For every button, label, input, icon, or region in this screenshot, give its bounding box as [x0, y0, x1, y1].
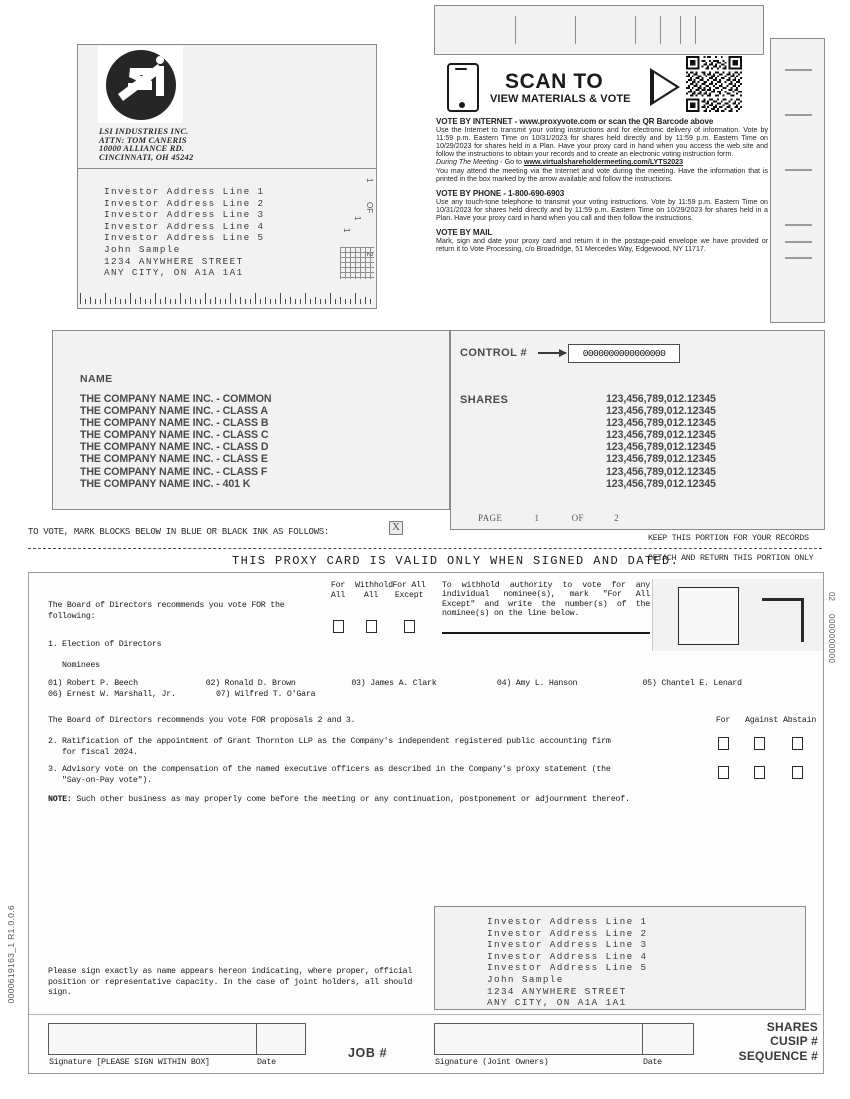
checkbox-withhold-all[interactable] — [366, 620, 377, 633]
sequence-footer-label: SEQUENCE # — [738, 1048, 818, 1063]
address-line: Investor Address Line 1 — [104, 186, 265, 197]
shares-row: 123,456,789,012.12345 — [606, 477, 716, 490]
nominee: 07) Wilfred T. O'Gara — [216, 689, 316, 699]
item-1-number: 1. — [48, 640, 58, 649]
shares-footer-label: SHARES — [766, 1020, 818, 1034]
col-withhold-line2: All — [363, 590, 379, 600]
address-line: Investor Address Line 1 — [487, 916, 648, 927]
checkbox-for-all-except[interactable] — [404, 620, 415, 633]
lsi-logo — [98, 46, 183, 123]
left-edge-job-code: 0000619163_1 R1.0.0.6 — [6, 905, 16, 1004]
qr-code-icon[interactable] — [686, 56, 742, 112]
company-line: ATTN: TOM CANERIS — [99, 134, 187, 145]
corner-square-icon — [678, 587, 739, 645]
address-line: ANY CITY, ON A1A 1A1 — [104, 267, 244, 279]
lsi-monogram-icon — [106, 50, 176, 120]
board-recommendation-1: The Board of Directors recommends you vote FOR the following: — [48, 601, 285, 621]
vote-internet-body: Use the Internet to transmit your voting instructions and for electronic delivery of information. Vote by 11:59 p.m. Eastern Time on 10/31/2023 for shares held directly and by 11:59 p.m. Eastern Time on 10/29/2023 for shares held in a Plan. Have your proxy card in hand when you access the web site and follow the instructions to obtain your records and to create an electronic voting instruction form. — [436, 126, 768, 159]
vote-mail-heading: VOTE BY MAIL — [436, 228, 493, 238]
investor-address-top — [104, 186, 265, 279]
page-marker-one: 1 — [365, 178, 374, 183]
shares-row: 123,456,789,012.12345 — [606, 393, 716, 405]
nominees-label: Nominees — [62, 661, 100, 670]
nominee-row — [48, 690, 788, 701]
header-for: For — [715, 716, 731, 725]
name-rows — [80, 393, 271, 490]
control-number-label: CONTROL # — [460, 347, 527, 359]
signature-label-primary: Signature [PLEASE SIGN WITHIN BOX] — [49, 1058, 210, 1067]
smartphone-icon — [447, 63, 479, 112]
vote-phone-body: Use any touch-tone telephone to transmit your voting instructions. Vote by 11:59 p.m. Eastern Time on 10/31/2023 for shares held directly and by 11:59 p.m. Eastern Time on 10/29/2023 for shares held in a Plan. Have your proxy card in hand when you call and then follow the instructions. — [436, 197, 768, 223]
item-2-row — [48, 737, 618, 758]
mailing-divider — [78, 168, 376, 169]
page-of-vertical-marker — [342, 176, 376, 306]
col-for-all-line1: For — [330, 581, 346, 590]
nominee: 03) James A. Clark — [351, 679, 437, 688]
vote-internet-heading: VOTE BY INTERNET - www.proxyvote.com or scan the QR Barcode above — [436, 117, 714, 126]
nominee: 05) Chantel E. Lenard — [642, 679, 742, 688]
column-for-all-except — [392, 581, 426, 600]
corner-arrow-horizontal-icon — [762, 598, 804, 601]
job-number-label: JOB # — [348, 1046, 388, 1060]
control-number-value: 0000000000000000 — [582, 348, 666, 359]
nominee: 02) Ronald D. Brown — [205, 679, 296, 688]
header-abstain: Abstain — [783, 716, 817, 725]
nominee: 04) Amy L. Hanson — [496, 679, 578, 688]
col-except-line1: For All — [392, 581, 426, 590]
col-except-line2: Except — [394, 590, 424, 600]
withhold-authority-note: To withhold authority to vote for any individual nominee(s), mark "For All Except" and write the number(s) of the nominee(s) on the line below. — [442, 581, 650, 618]
nominee-exception-writeline[interactable] — [442, 632, 650, 634]
detach-portion-note: DETACH AND RETURN THIS PORTION ONLY — [648, 553, 814, 563]
item-2-number: 2. — [48, 737, 58, 746]
note-text: Such other business as may properly come before the meeting or any continuation, postponement or adjournment thereof. — [71, 795, 630, 804]
column-for-all — [325, 581, 351, 600]
arrow-triangle-inner-icon — [654, 73, 676, 101]
shares-rows — [606, 393, 716, 490]
item-3-row — [48, 765, 618, 786]
shares-row: 123,456,789,012.12345 — [606, 429, 716, 442]
right-edge-code-top: 02 — [827, 592, 836, 601]
company-line: 10000 ALLIANCE RD. — [99, 143, 185, 154]
shares-row: 123,456,789,012.12345 — [606, 441, 716, 454]
checkbox-item2-abstain[interactable] — [792, 737, 803, 750]
vertical-barcode-strip — [770, 38, 825, 323]
name-row: THE COMPANY NAME INC. - CLASS E — [80, 453, 268, 466]
address-line: John Sample — [104, 243, 181, 255]
name-row: THE COMPANY NAME INC. - COMMON — [80, 393, 272, 405]
control-arrow-icon — [538, 352, 566, 354]
page-marker-of: OF — [365, 202, 374, 214]
vote-mail-body: Mark, sign and date your proxy card and return it in the postage-paid envelope we have provided or return it to Vote Processing, c/o Broadridge, 51 Mercedes Way, Edgewood, NY 11717. — [436, 237, 768, 254]
voting-instructions — [436, 118, 768, 253]
name-row: THE COMPANY NAME INC. - CLASS D — [80, 441, 269, 454]
board-recommendation-2: The Board of Directors recommends you vote FOR proposals 2 and 3. — [48, 716, 356, 725]
address-line: Investor Address Line 4 — [487, 950, 648, 962]
name-column-header: NAME — [80, 373, 113, 385]
ballot-note — [48, 795, 648, 806]
address-line: John Sample — [487, 973, 564, 985]
during-meeting-label: During The Meeting — [436, 158, 499, 167]
nominee: 06) Ernest W. Marshall, Jr. — [48, 689, 176, 699]
name-row: THE COMPANY NAME INC. - CLASS C — [80, 429, 269, 442]
mark-instruction: TO VOTE, MARK BLOCKS BELOW IN BLUE OR BLACK INK AS FOLLOWS: — [28, 527, 329, 537]
checkbox-item3-abstain[interactable] — [792, 766, 803, 779]
top-barcode — [434, 5, 764, 55]
item-3-number: 3. — [48, 765, 58, 774]
signature-box-primary[interactable] — [48, 1023, 258, 1055]
address-line: Investor Address Line 2 — [104, 197, 265, 209]
checkbox-for-all[interactable] — [333, 620, 344, 633]
signature-label-joint: Signature (Joint Owners) — [435, 1058, 549, 1067]
checkbox-item2-against[interactable] — [754, 737, 765, 750]
company-return-address — [99, 127, 329, 161]
address-line: 1234 ANYWHERE STREET — [104, 255, 244, 267]
nominees-grid — [48, 679, 788, 700]
ruler-marks — [80, 290, 374, 304]
page-of-label: OF — [571, 513, 584, 523]
signature-box-joint[interactable] — [434, 1023, 644, 1055]
address-line: Investor Address Line 3 — [104, 209, 265, 221]
investor-address-bottom — [487, 916, 648, 1009]
shares-row: 123,456,789,012.12345 — [606, 405, 716, 418]
side-marker-a: 1 — [353, 216, 362, 221]
address-line: Investor Address Line 4 — [104, 220, 265, 232]
page-marker-two: 2 — [365, 252, 374, 257]
keep-portion-note: KEEP THIS PORTION FOR YOUR RECORDS — [648, 533, 809, 543]
proxy-valid-notice: THIS PROXY CARD IS VALID ONLY WHEN SIGNED AND DATED. — [232, 554, 680, 568]
date-label-primary: Date — [257, 1058, 276, 1067]
header-against: Against — [745, 716, 779, 725]
name-row: THE COMPANY NAME INC. - CLASS B — [80, 417, 269, 430]
date-box-primary[interactable] — [256, 1023, 306, 1055]
address-line: Investor Address Line 5 — [487, 962, 648, 974]
during-meeting-line — [436, 158, 768, 166]
page-current: 1 — [534, 513, 540, 523]
checkbox-item3-for[interactable] — [718, 766, 729, 779]
item-1-text: Election of Directors — [62, 640, 162, 649]
detach-dashed-line — [28, 548, 822, 549]
during-meeting-body: You may attend the meeting via the Internet and vote during the meeting. Have the information that is printed in the box marked by the arrow available and follow the instructions. — [436, 166, 768, 183]
item-2-text: Ratification of the appointment of Grant Thornton LLP as the Company's independent registered public accounting firm for fiscal 2024. — [62, 737, 611, 757]
during-meeting-prefix: - Go to — [498, 158, 524, 167]
name-row: THE COMPANY NAME INC. - CLASS F — [80, 465, 268, 478]
company-line: LSI INDUSTRIES INC. — [99, 126, 189, 136]
shares-cusip-sequence-labels — [640, 1020, 818, 1063]
shares-label: SHARES — [460, 394, 509, 406]
scan-to-subtitle: VIEW MATERIALS & VOTE — [490, 93, 631, 105]
nominee: 01) Robert P. Beech — [48, 679, 138, 688]
item-1-row — [48, 640, 161, 649]
page-label: PAGE — [478, 513, 503, 523]
name-row: THE COMPANY NAME INC. - 401 K — [80, 477, 251, 490]
col-withhold-line1: Withhold — [355, 581, 393, 590]
virtual-meeting-link[interactable]: www.virtualshareholdermeeting.com/LYTS2023 — [523, 158, 684, 167]
page-indicator — [478, 513, 647, 523]
checkbox-item2-for[interactable] — [718, 737, 729, 750]
address-line: ANY CITY, ON A1A 1A1 — [487, 997, 627, 1009]
shares-row: 123,456,789,012.12345 — [606, 453, 716, 466]
date-label-joint: Date — [643, 1058, 662, 1067]
cusip-footer-label: CUSIP # — [770, 1034, 818, 1049]
control-number-box — [568, 344, 680, 363]
logo-circle-icon — [106, 50, 176, 120]
page-total: 2 — [614, 513, 620, 523]
signature-instruction: Please sign exactly as name appears hereon indicating, where proper, official position or representative capacity. In the case of joint holders, all should sign. — [48, 967, 413, 997]
nominee-row — [48, 679, 788, 690]
shares-row: 123,456,789,012.12345 — [606, 465, 716, 478]
vote-phone-heading: VOTE BY PHONE - 1-800-690-6903 — [436, 188, 565, 198]
address-line: Investor Address Line 3 — [487, 939, 648, 951]
company-line: CINCINNATI, OH 45242 — [99, 151, 194, 162]
signature-divider — [29, 1014, 821, 1015]
item-3-text: Advisory vote on the compensation of the named executive officers as described in the Company's proxy statement (the "Say-on-Pay vote"). — [62, 765, 611, 785]
note-label: NOTE: — [48, 795, 72, 804]
right-edge-code-bottom: 0000000000 — [827, 614, 836, 664]
address-line: Investor Address Line 5 — [104, 232, 265, 244]
column-withhold-all — [355, 581, 393, 600]
corner-arrow-vertical-icon — [801, 598, 804, 642]
col-for-all-line2: All — [330, 590, 346, 600]
checkbox-item3-against[interactable] — [754, 766, 765, 779]
side-marker-b: 1 — [342, 228, 351, 233]
name-row: THE COMPANY NAME INC. - CLASS A — [80, 405, 268, 418]
address-line: 1234 ANYWHERE STREET — [487, 985, 627, 997]
scan-to-title: SCAN TO — [505, 70, 604, 93]
mark-example-checkbox-icon: X — [389, 521, 403, 535]
shares-row: 123,456,789,012.12345 — [606, 417, 716, 430]
address-line: Investor Address Line 2 — [487, 927, 648, 939]
